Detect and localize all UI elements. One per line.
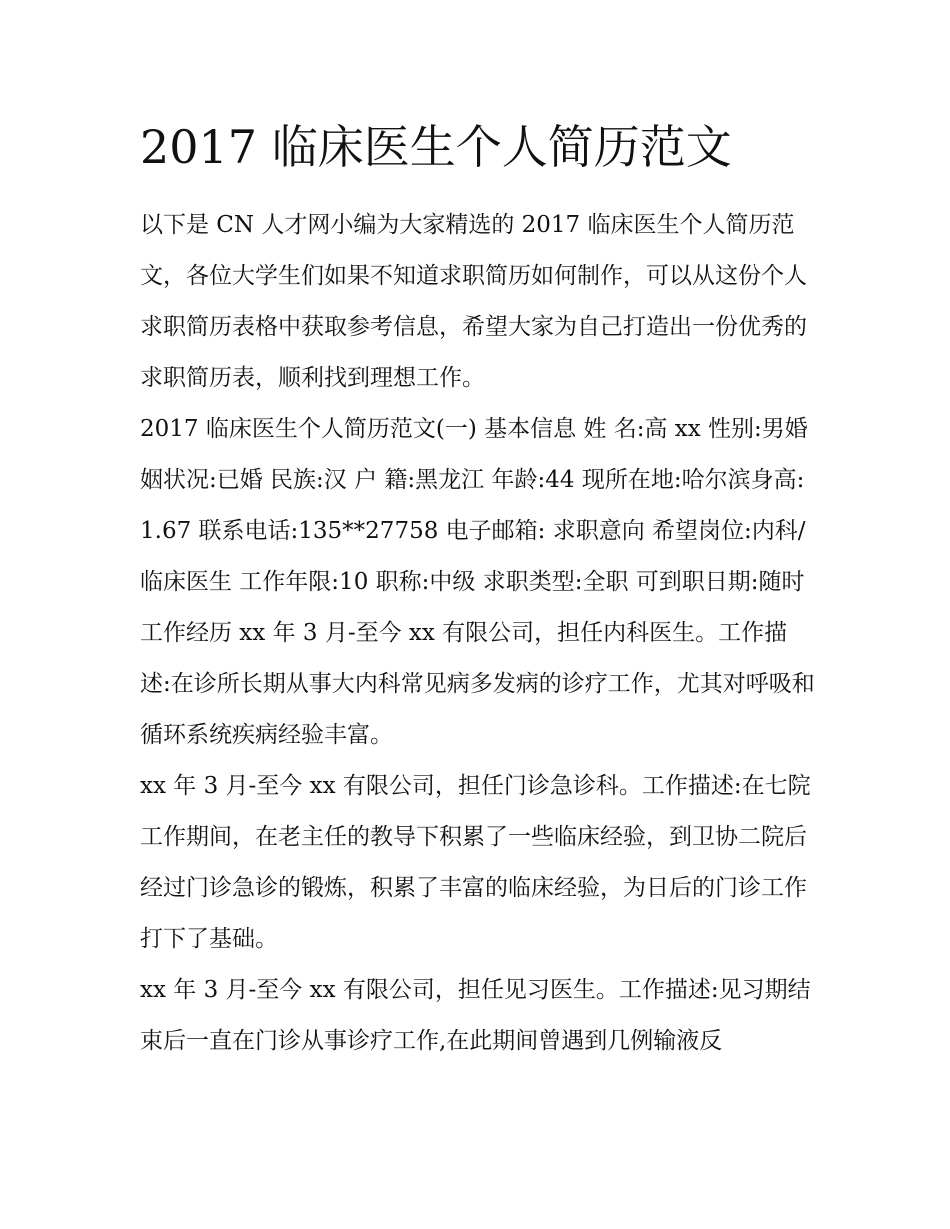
- intro-paragraph: 以下是 CN 人才网小编为大家精选的 2017 临床医生个人简历范文，各位大学生们如果不知道求职简历如何制作，可以从这份个人求职简历表格中获取参考信息，希望大家为自己打造出一份优秀的求职简历表，顺利找到理想工作。: [140, 212, 807, 391]
- work-experience-paragraph-2: xx 年 3 月-至今 xx 有限公司，担任门诊急诊科。工作描述:在七院工作期间，在老主任的教导下积累了一些临床经验，到卫协二院后经过门诊急诊的锻炼，积累了丰富的临床经验，为日后的门诊工作打下了基础。: [140, 773, 811, 952]
- basic-info-paragraph: 2017 临床医生个人简历范文(一) 基本信息 姓 名:高 xx 性别:男婚姻状况:已婚 民族:汉 户 籍:黑龙江 年龄:44 现所在地:哈尔滨身高:1.67 联系电话:135**27758 电子邮箱: 求职意向 希望岗位:内科/临床医生 工作年限:10 职称:中级 求职类型:全职 可到职日期:随时: [140, 416, 808, 595]
- work-experience-paragraph-1: 工作经历 xx 年 3 月-至今 xx 有限公司，担任内科医生。工作描述:在诊所长期从事大内科常见病多发病的诊疗工作，尤其对呼吸和循环系统疾病经验丰富。: [140, 620, 815, 748]
- document-body: [140, 112, 815, 1067]
- work-experience-paragraph-3: xx 年 3 月-至今 xx 有限公司，担任见习医生。工作描述:见习期结束后一直在门诊从事诊疗工作,在此期间曾遇到几例输液反: [140, 977, 811, 1054]
- document-title: 2017 临床医生个人简历范文: [140, 120, 732, 174]
